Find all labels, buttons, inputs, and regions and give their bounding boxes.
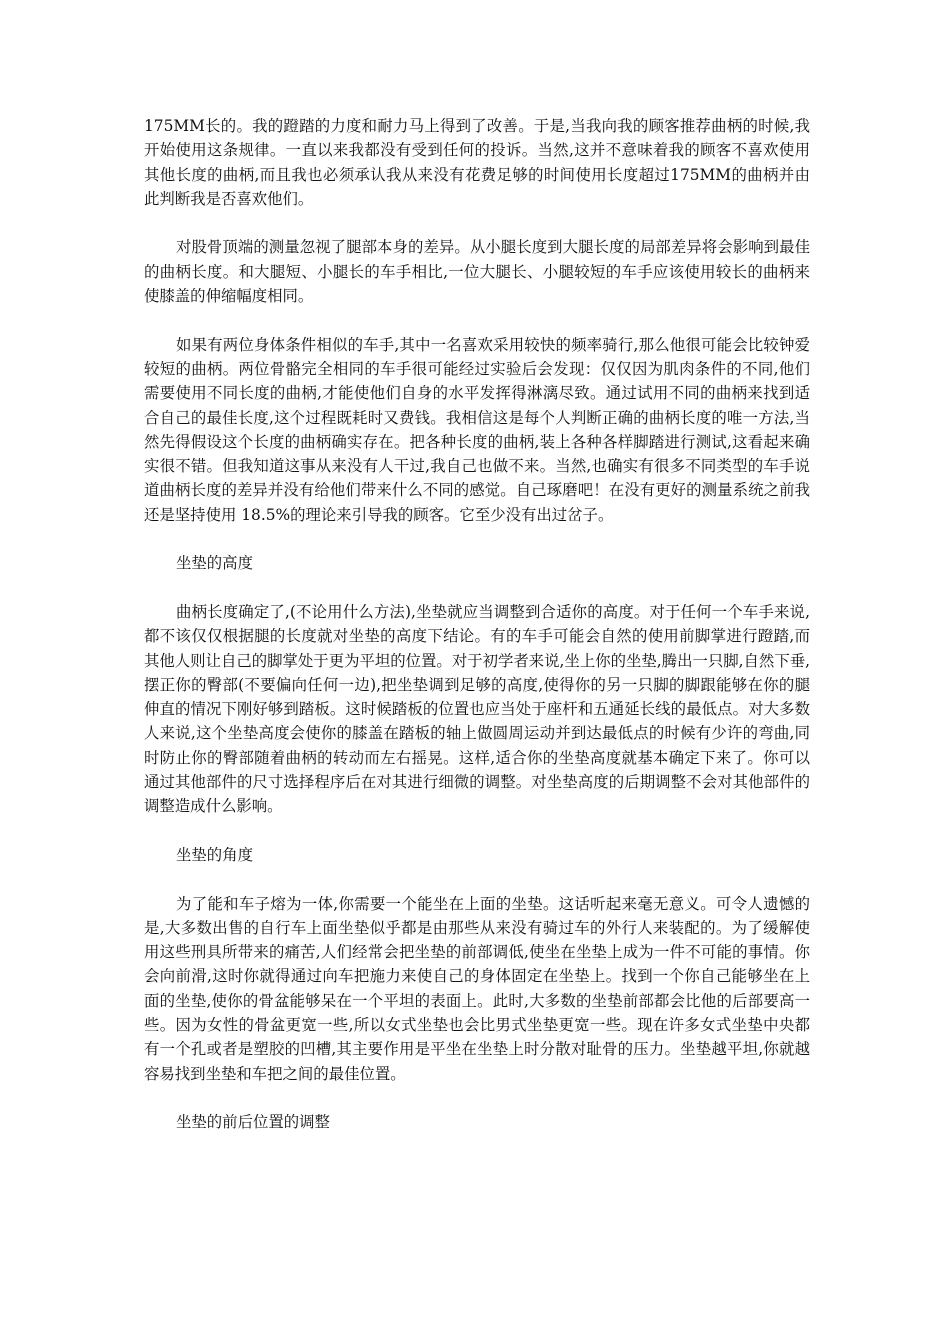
paragraph-gap (144, 1086, 810, 1110)
section-heading-saddle-angle: 坐垫的角度 (176, 845, 253, 864)
paragraph-gap (144, 867, 810, 891)
section-heading-saddle-height: 坐垫的高度 (176, 554, 253, 573)
paragraph-crank-length-intro: 175MM长的。我的蹬踏的力度和耐力马上得到了改善。于是,当我向我的顾客推荐曲柄的时候,我开始使用这条规律。一直以来我都没有受到任何的投诉。当然,这并不意味着我的顾客不喜欢使用其他长度的曲柄,而且我也必须承认我从来没有花费足够的时间使用长度超过175MM的曲柄并由此判断我是否喜欢他们。 (144, 117, 810, 208)
paragraph-riders-comparison: 如果有两位身体条件相似的车手,其中一名喜欢采用较快的频率骑行,那么他很可能会比较钟爱较短的曲柄。两位骨骼完全相同的车手很可能经过实验后会发现：仅仅因为肌肉条件的不同,他们需要使用不同长度的曲柄,才能使他们自身的水平发挥得淋漓尽致。通过试用不同的曲柄来找到适合自己的最佳长度,这个过程既耗时又费钱。我相信这是每个人判断正确的曲柄长度的唯一方法,当然先得假设这个长度的曲柄确实存在。把各种长度的曲柄,装上各种各样脚踏进行测试,这看起来确实很不错。但我知道这事从来没有人干过,我自己也做不来。当然,也确实有很多不同类型的车手说道曲柄长度的差异并没有给他们带来什么不同的感觉。自己琢磨吧！在没有更好的测量系统之前我还是坚持使用 18.5%的理论来引导我的顾客。它至少没有出过岔子。 (144, 335, 810, 524)
paragraph-gap (144, 308, 810, 332)
paragraph-femur-measurement: 对股骨顶端的测量忽视了腿部本身的差异。从小腿长度到大腿长度的局部差异将会影响到最佳的曲柄长度。和大腿短、小腿长的车手相比,一位大腿长、小腿较短的车手应该使用较长的曲柄来使膝盖的伸缩幅度相同。 (144, 238, 810, 306)
document-page (144, 114, 810, 1134)
paragraph-saddle-angle: 为了能和车子熔为一体,你需要一个能坐在上面的坐垫。这话听起来毫无意义。可令人遗憾的是,大多数出售的自行车上面坐垫似乎都是由那些从来没有骑过车的外行人来装配的。为了缓解使用这些刑具所带来的痛苦,人们经常会把坐垫的前部调低,使坐在坐垫上成为一件不可能的事情。你会向前滑,这时你就得通过向车把施力来使自己的身体固定在坐垫上。找到一个你自己能够坐在上面的坐垫,使你的骨盆能够呆在一个平坦的表面上。此时,大多数的坐垫前部都会比他的后部要高一些。因为女性的骨盆更宽一些,所以女式坐垫也会比男式坐垫更宽一些。现在许多女式坐垫中央都有一个孔或者是塑胶的凹槽,其主要作用是平坐在坐垫上时分散对耻骨的压力。坐垫越平坦,你就越容易找到坐垫和车把之间的最佳位置。 (144, 894, 810, 1083)
paragraph-gap (144, 527, 810, 551)
paragraph-gap (144, 576, 810, 600)
paragraph-gap (144, 819, 810, 843)
section-heading-saddle-fore-aft: 坐垫的前后位置的调整 (176, 1113, 330, 1132)
paragraph-gap (144, 211, 810, 235)
paragraph-saddle-height: 曲柄长度确定了,(不论用什么方法),坐垫就应当调整到合适你的高度。对于任何一个车手来说,都不该仅仅根据腿的长度就对坐垫的高度下结论。有的车手可能会自然的使用前脚掌进行蹬踏,而其他人则让自己的脚掌处于更为平坦的位置。对于初学者来说,坐上你的坐垫,腾出一只脚,自然下垂,摆正你的臀部(不要偏向任何一边),把坐垫调到足够的高度,使得你的另一只脚的脚跟能够在你的腿伸直的情况下刚好够到踏板。这时候踏板的位置也应当处于座杆和五通延长线的最低点。对大多数人来说,这个坐垫高度会使你的膝盖在踏板的轴上做圆周运动并到达最低点的时候有少许的弯曲,同时防止你的臀部随着曲柄的转动而左右摇晃。这样,适合你的坐垫高度就基本确定下来了。你可以通过其他部件的尺寸选择程序后在对其进行细微的调整。对坐垫高度的后期调整不会对其他部件的调整造成什么影响。 (144, 602, 810, 816)
